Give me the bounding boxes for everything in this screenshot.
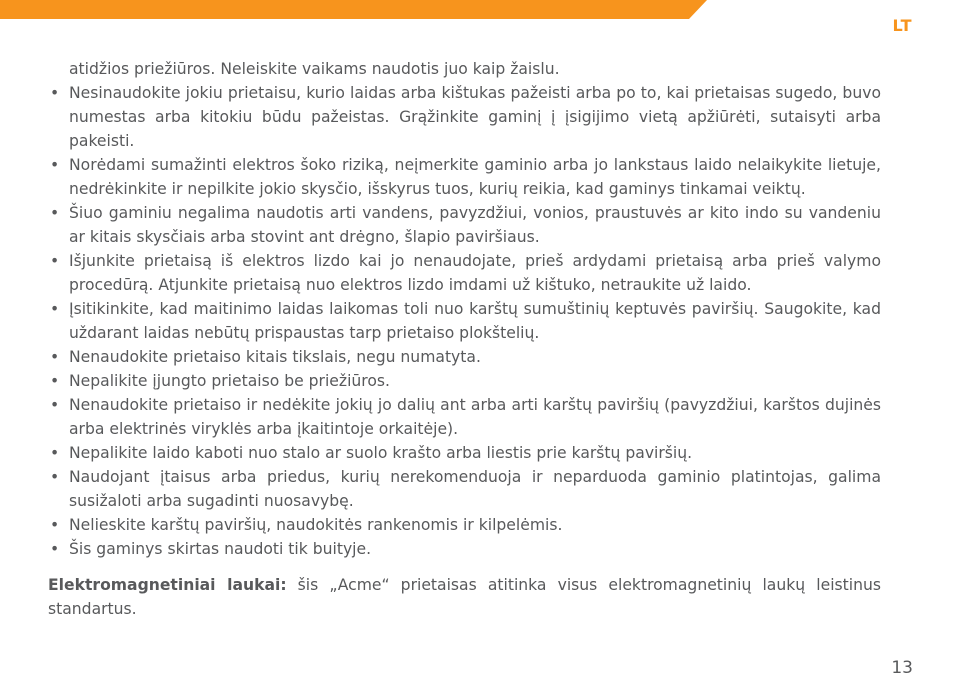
bullet-text: Naudojant įtaisus arba priedus, kurių nerekomenduoja ir neparduoda gaminio platintojas, galima susižaloti arba sugadinti nuosavybę.: [69, 468, 881, 510]
bullet-item: [48, 201, 881, 249]
bullet-item: [48, 153, 881, 201]
bullet-text: Nepalikite įjungto prietaiso be priežiūros.: [69, 372, 390, 390]
bullet-item: [48, 465, 881, 513]
bullet-text: Nenaudokite prietaiso ir nedėkite jokių jo dalių ant arba arti karštų paviršių (pavyzdžiui, karštos dujinės arba elektrinės viryklės arba įkaitintoje orkaitėje).: [69, 396, 881, 438]
bullet-text: Nelieskite karštų paviršių, naudokitės rankenomis ir kilpelėmis.: [69, 516, 563, 534]
bullet-item: [48, 81, 881, 153]
bullet-text: Norėdami sumažinti elektros šoko riziką, neįmerkite gaminio arba jo lankstaus laido nelaikykite lietuje, nedrėkinkite ir nepilkite jokio skysčio, išskyrus tuos, kurių reikia, kad gaminys tinkamai veiktų.: [69, 156, 881, 198]
bullet-dot: •: [50, 444, 60, 462]
emf-label: Elektromagnetiniai laukai:: [48, 576, 287, 594]
page-number: 13: [891, 658, 913, 678]
bullet-text: Išjunkite prietaisą iš elektros lizdo kai jo nenaudojate, prieš ardydami prietaisą arba prieš valymo procedūrą. Atjunkite prietaisą nuo elektros lizdo imdami už kištuko, netraukite už laido.: [69, 252, 881, 294]
emf-paragraph: [48, 573, 881, 621]
bullet-item: [48, 249, 881, 297]
bullet-dot: •: [50, 84, 60, 102]
header-accent-shape: [0, 0, 707, 19]
bullet-item: [48, 537, 881, 561]
bullet-dot: •: [50, 204, 60, 222]
emf-text: šis „Acme“ prietaisas atitinka visus elektromagnetinių laukų leistinus standartus.: [48, 576, 881, 618]
bullet-dot: •: [50, 348, 60, 366]
bullet-item: [48, 393, 881, 441]
bullet-dot: •: [50, 540, 60, 558]
bullet-item: [48, 441, 881, 465]
bullet-dot: •: [50, 372, 60, 390]
bullet-dot: •: [50, 468, 60, 486]
bullet-text: Nenaudokite prietaiso kitais tikslais, negu numatyta.: [69, 348, 481, 366]
bullet-dot: •: [50, 252, 60, 270]
continuation-paragraph: atidžios priežiūros. Neleiskite vaikams naudotis juo kaip žaislu.: [69, 60, 560, 78]
bullet-dot: •: [50, 516, 60, 534]
bullet-text: Įsitikinkite, kad maitinimo laidas laikomas toli nuo karštų sumuštinių keptuvės paviršių. Saugokite, kad uždarant laidas nebūtų prispaustas tarp prietaiso plokštelių.: [69, 300, 881, 342]
bullet-dot: •: [50, 156, 60, 174]
bullet-item: [48, 345, 881, 369]
bullet-text: Šis gaminys skirtas naudoti tik buityje.: [69, 540, 372, 558]
bullet-text: Nepalikite laido kaboti nuo stalo ar suolo krašto arba liestis prie karštų paviršių.: [69, 444, 693, 462]
document-body: [48, 57, 881, 637]
safety-bullet-list: [48, 81, 881, 561]
bullet-item: [48, 297, 881, 345]
bullet-dot: •: [50, 396, 60, 414]
bullet-text: Nesinaudokite jokiu prietaisu, kurio laidas arba kištukas pažeisti arba po to, kai prietaisas sugedo, buvo numestas arba kitokiu būdu pažeistas. Grąžinkite gaminį į įsigijimo vietą apžiūrėti, sutaisyti arba pakeisti.: [69, 84, 881, 150]
bullet-dot: •: [50, 300, 60, 318]
header-accent-bar: [0, 0, 954, 19]
bullet-item: [48, 513, 881, 537]
bullet-item: [48, 369, 881, 393]
bullet-text: Šiuo gaminiu negalima naudotis arti vandens, pavyzdžiui, vonios, praustuvės ar kito indo su vandeniu ar kitais skysčiais arba stovint ant drėgno, šlapio paviršiaus.: [69, 204, 881, 246]
language-tag: LT: [892, 16, 912, 35]
